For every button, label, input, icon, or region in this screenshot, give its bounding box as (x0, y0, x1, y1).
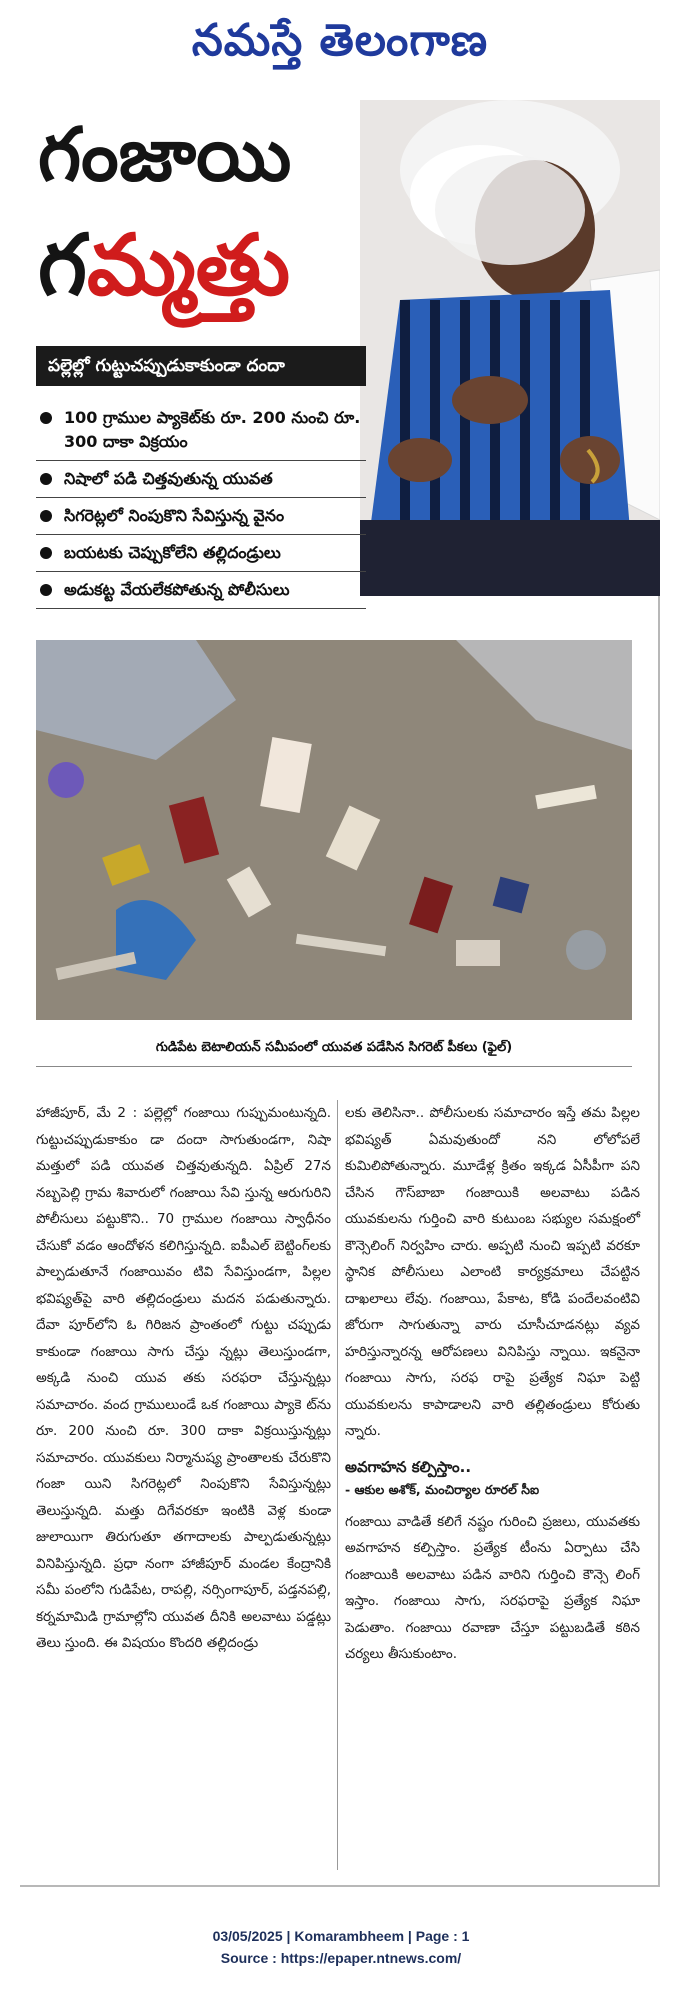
highlights-list (36, 400, 366, 609)
quote-byline: - ఆకుల అశోక్, మంచిర్యాల రూరల్ సీఐ (345, 1481, 540, 1497)
bullet-dot-icon (40, 473, 52, 485)
highlight-item (36, 498, 366, 535)
headline-part-black: గ (38, 216, 87, 314)
highlight-text: అడుకట్ట వేయలేకపోతున్న పోలీసులు (64, 580, 290, 599)
photo-caption: గుడిపేట బెటాలియన్ సమీపంలో యువత పడేసిన సిగరెట్ పీకలు (ఫైల్) (36, 1040, 632, 1067)
highlight-text: సిగరెట్లలో నింపుకొని సేవిస్తున్న వైనం (64, 506, 285, 525)
newspaper-masthead: నమస్తే తెలంగాణ (191, 15, 489, 66)
footer-source-link[interactable]: Source : https://epaper.ntnews.com/ (220, 1950, 462, 1966)
bullet-dot-icon (40, 412, 52, 424)
article-paragraph: హాజీపూర్, మే 2 : పల్లెల్లో గంజాయి గుప్పుమంటున్నది. గుట్టుచప్పుడుకాకుం డా దందా సాగుతుండగా, నిషా మత్తులో పడి యువత చిత్తవుతున్నది. ఏప్రిల్ 27న నబ్బపెల్లి గ్రామ శివారులో గంజాయి సేవి స్తున్న ఆరుగురిని పోలీసులు పట్టుకొని.. 70 గ్రాముల గంజాయి స్వాధీనం చేసుకో వడం ఆందోళన కలిగిస్తున్నది. ఐపీఎల్ బెట్టింగ్‌లకు పాల్పడుతూనే గంజాయివం టివి సేవిస్తుండగా, పిల్లల భవిష్యత్‌పై వారి తల్లిదండ్రులు మదన పడుతున్నారు. దేవా పూర్‌లోని ఓ గిరిజన ప్రాంతంలో గుట్టు చప్పుడు కాకుండా గంజాయి సాగు చేస్తు న్నట్లు తెలుస్తుండగా, అక్కడి నుంచి యువ తకు సరఫరా చేస్తున్నట్లు సమాచారం. వంద గ్రాములుండే ఒక గంజాయి ప్యాకె ట్‌ను రూ. 200 నుంచి రూ. 300 దాకా విక్రయిస్తున్నట్లు సమాచారం. యువకులు నిర్మానుష్య ప్రాంతాలకు చేరుకొని గంజా యిని సిగరెట్లలో నింపుకొని సేవిస్తున్నట్లు తెలుస్తున్నది. మత్తు దిగేవరకూ ఇంటికి వెళ్ల కుండా జులాయిగా తిరుగుతూ తగాదాలకు పాల్పడుతున్నట్లు వినిపిస్తున్నది. ప్రధా నంగా హాజీపూర్ మండల కేంద్రానికి సమీ పంలోని గుడిపేట, రాపల్లి, నర్సింగాపూర్, పడ్తనపల్లి, కర్నమామిడి గ్రామాల్లోని యువత దీనికి అలవాటు పడ్డట్లు తెలు స్తుంది. ఈ విషయం కొందరి తల్లిదండ్రు (36, 1105, 331, 1651)
person-smoking-illustration (360, 100, 660, 596)
person-smoking-photo (360, 100, 660, 596)
highlight-item (36, 400, 366, 461)
article-column-right (345, 1100, 640, 1668)
quote-paragraph: గంజాయి వాడితే కలిగే నష్టం గురించి ప్రజలు, యువతకు అవగాహన కల్పిస్తాం. ప్రత్యేక టీంను ఏర్పాటు చేసి గంజాయికి అలవాటు పడిన వారిని గుర్తించి కౌన్సె లింగ్ ఇస్తాం. గంజాయి సాగు, సరఫరాపై ప్రత్యేక నిఘా పెడుతాం. గంజాయి రవాణా చేస్తూ పట్టుబడితే కఠిన చర్యలు తీసుకుంటాం. (345, 1513, 640, 1662)
quote-subheading: అవగాహన కల్పిస్తాం.. (345, 1457, 472, 1476)
highlight-item (36, 535, 366, 572)
cigarette-waste-photo (36, 640, 632, 1020)
headline-line-1: గంజాయి (38, 112, 292, 198)
headline-part-red: మ్మత్తు (86, 216, 291, 314)
footer-date-edition: 03/05/2025 | Komarambheem | Page : 1 (212, 1928, 470, 1944)
article-column-left (36, 1100, 331, 1657)
highlight-item (36, 572, 366, 609)
page-footer (0, 1925, 682, 1969)
highlight-text: నిషాలో పడి చిత్తవుతున్న యువత (64, 469, 273, 488)
headline-line-2 (38, 215, 290, 315)
highlight-text: బయటకు చెప్పుకోలేని తల్లిదండ్రులు (64, 543, 281, 562)
highlight-text: 100 గ్రాముల ప్యాకెట్‌కు రూ. 200 నుంచి రూ. 300 దాకా విక్రయం (64, 408, 361, 451)
highlight-item (36, 461, 366, 498)
bullet-dot-icon (40, 510, 52, 522)
cigarette-waste-illustration (36, 640, 632, 1020)
bullet-dot-icon (40, 547, 52, 559)
subhead-banner: పల్లెల్లో గుట్టుచప్పుడుకాకుండా దందా (36, 346, 366, 386)
article-paragraph: లకు తెలిసినా.. పోలీసులకు సమాచారం ఇస్తే తమ పిల్లల భవిష్యత్ ఏమవుతుందో నని లోలోపలే కుమిలిపోతున్నారు. మూడేళ్ల క్రితం ఇక్కడ ఏసీపీగా పని చేసిన గౌస్‌బాబా గంజాయికి అలవాటు పడిన యువకులను గుర్తించి వారి కుటుంబ సభ్యుల సమక్షంలో కౌన్సెలింగ్ నిర్వహిం చారు. అప్పటి నుంచి ఇప్పటి వరకూ స్థానిక పోలీసులు ఎలాంటి కార్యక్రమాలు చేపట్టిన దాఖలాలు లేవు. గంజాయి, పేకాట, కోడి పందేలవంటివి జోరుగా సాగుతున్నా వారు చూసీచూడనట్లు వ్యవ హరిస్తున్నారన్న ఆరోపణలు వినిపిస్తు న్నాయి. ఇకనైనా గంజాయి సాగు, సరఫ రాపై ప్రత్యేక నిఘా పెట్టి యువకులను కాపాడాలని వారి తల్లితండ్రులు కోరుతు న్నారు. (345, 1105, 640, 1439)
bullet-dot-icon (40, 584, 52, 596)
column-divider (337, 1100, 338, 1870)
